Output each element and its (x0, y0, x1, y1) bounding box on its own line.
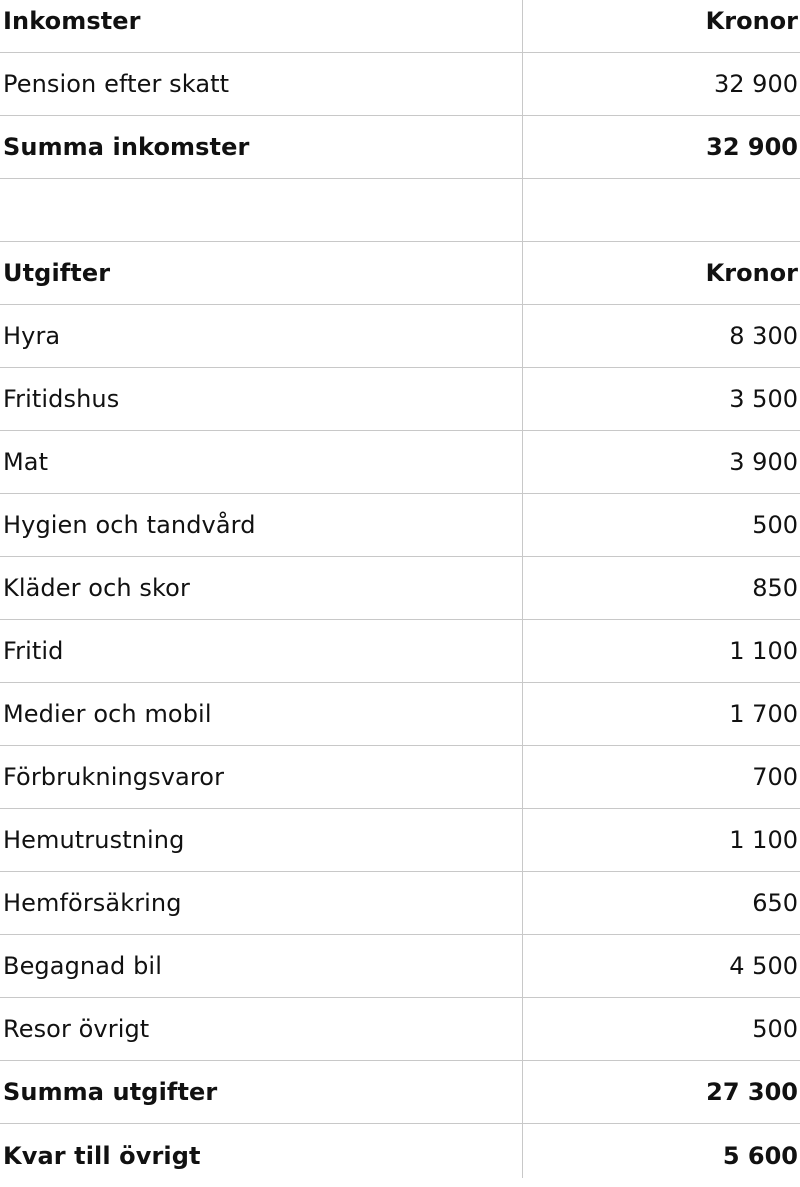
income-header-row (0, 0, 800, 53)
spacer-row (0, 179, 800, 242)
expenses-header-label: Utgifter (3, 259, 111, 287)
row-label: Medier och mobil (3, 700, 212, 728)
row-value: 700 (752, 763, 798, 791)
remaining-value: 5 600 (722, 1141, 798, 1170)
row-value: 3 500 (729, 385, 798, 413)
row-label: Hemutrustning (3, 826, 185, 854)
row-value: 1 100 (729, 826, 798, 854)
expenses-total-row (0, 1061, 800, 1124)
expenses-total-value: 27 300 (706, 1078, 798, 1106)
table-row (0, 998, 800, 1061)
income-header-label: Inkomster (3, 7, 141, 35)
row-value: 500 (752, 1015, 798, 1043)
row-label: Hygien och tandvård (3, 511, 256, 539)
table-row (0, 746, 800, 809)
row-label: Hyra (3, 322, 61, 350)
table-row (0, 557, 800, 620)
row-value: 8 300 (729, 322, 798, 350)
row-value: 1 700 (729, 700, 798, 728)
row-label: Förbrukningsvaror (3, 763, 225, 791)
table-row (0, 368, 800, 431)
row-value: 1 100 (729, 637, 798, 665)
row-label: Fritidshus (3, 385, 120, 413)
remaining-label: Kvar till övrigt (3, 1141, 201, 1170)
row-value: 32 900 (714, 70, 798, 98)
row-label: Mat (3, 448, 49, 476)
table-row (0, 53, 800, 116)
row-value: 650 (752, 889, 798, 917)
row-label: Fritid (3, 637, 64, 665)
row-label: Resor övrigt (3, 1015, 150, 1043)
expenses-header-unit: Kronor (705, 259, 798, 287)
table-row (0, 683, 800, 746)
income-total-label: Summa inkomster (3, 133, 250, 161)
expenses-header-row (0, 242, 800, 305)
table-row (0, 305, 800, 368)
expenses-total-label: Summa utgifter (3, 1078, 218, 1106)
income-header-unit: Kronor (705, 7, 798, 35)
table-row (0, 935, 800, 998)
table-row (0, 809, 800, 872)
row-label: Kläder och skor (3, 574, 190, 602)
table-row (0, 620, 800, 683)
income-total-value: 32 900 (706, 133, 798, 161)
row-label: Begagnad bil (3, 952, 162, 980)
row-value: 500 (752, 511, 798, 539)
row-value: 850 (752, 574, 798, 602)
row-value: 3 900 (729, 448, 798, 476)
table-row (0, 494, 800, 557)
income-total-row (0, 116, 800, 179)
table-row (0, 431, 800, 494)
row-label: Pension efter skatt (3, 70, 230, 98)
row-value: 4 500 (729, 952, 798, 980)
table-row (0, 872, 800, 935)
row-label: Hemförsäkring (3, 889, 182, 917)
